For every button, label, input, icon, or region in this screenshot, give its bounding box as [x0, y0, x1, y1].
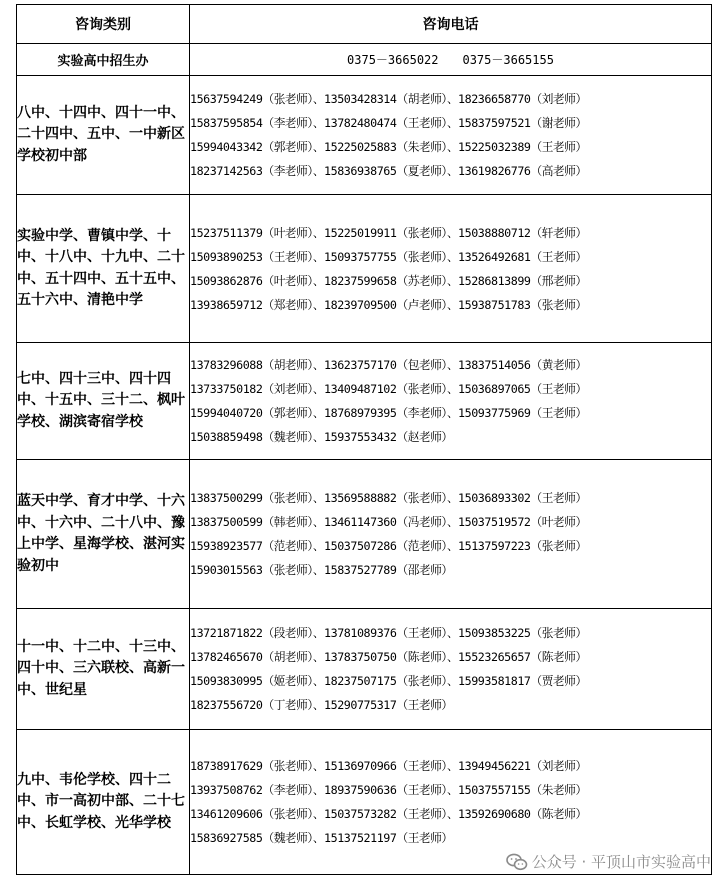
school-list: 八中、十四中、四十一中、二十四中、五中、一中新区学校初中部	[17, 76, 190, 195]
table-row	[17, 76, 712, 195]
header-row	[17, 5, 712, 44]
header-phone: 咨询电话	[190, 5, 712, 44]
wechat-watermark	[506, 851, 711, 872]
office-phones: 0375－3665022 0375－3665155	[190, 44, 712, 76]
phone-list: 18738917629（张老师）、15136970966（王老师）、13949456221（刘老师） 13937508762（李老师）、18937590636（王老师）、15037557155（朱老师） 13461209606（张老师）、15037573282（王老师）、13592690680（陈老师） 15836927585（魏老师）、15137521197（王老师）	[190, 730, 712, 875]
school-list: 实验中学、曹镇中学、十中、十八中、十九中、二十中、五十四中、五十五中、五十六中、清艳中学	[17, 195, 190, 343]
phone-list: 15637594249（张老师）、13503428314（胡老师）、18236658770（刘老师） 15837595854（李老师）、13782480474（王老师）、15837597521（谢老师） 15994043342（郭老师）、15225025883（朱老师）、15225032389（王老师） 18237142563（李老师）、15836938765（夏老师）、13619826776（高老师）	[190, 76, 712, 195]
wechat-icon	[506, 853, 528, 871]
table-row	[17, 460, 712, 609]
phone-list: 15237511379（叶老师）、15225019911（张老师）、15038880712（轩老师） 15093890253（王老师）、15093757755（张老师）、13526492681（王老师） 15093862876（叶老师）、18237599658（苏老师）、15286813899（邢老师） 13938659712（郑老师）、18239709500（卢老师）、15938751783（张老师）	[190, 195, 712, 343]
table-row	[17, 195, 712, 343]
office-row	[17, 44, 712, 76]
contact-table	[16, 4, 712, 875]
watermark-text: 公众号 · 平顶山市实验高中	[531, 853, 711, 871]
school-list: 十一中、十二中、十三中、四十中、三六联校、高新一中、世纪星	[17, 609, 190, 730]
school-list: 九中、韦伦学校、四十二中、市一高初中部、二十七中、长虹学校、光华学校	[17, 730, 190, 875]
office-name: 实验高中招生办	[17, 44, 190, 76]
phone-list: 13837500299（张老师）、13569588882（张老师）、15036893302（王老师） 13837500599（韩老师）、13461147360（冯老师）、15037519572（叶老师） 15938923577（范老师）、15037507286（范老师）、15137597223（张老师） 15903015563（张老师）、15837527789（邵老师）	[190, 460, 712, 609]
school-list: 蓝天中学、育才中学、十六中、十六中、二十八中、豫上中学、星海学校、湛河实验初中	[17, 460, 190, 609]
table-row	[17, 609, 712, 730]
header-category: 咨询类别	[17, 5, 190, 44]
phone-list: 13721871822（段老师）、13781089376（王老师）、15093853225（张老师） 13782465670（胡老师）、13783750750（陈老师）、15523265657（陈老师） 15093830995（姬老师）、18237507175（张老师）、15993581817（贾老师） 18237556720（丁老师）、15290775317（王老师）	[190, 609, 712, 730]
school-list: 七中、四十三中、四十四中、十五中、三十二、枫叶学校、湖滨寄宿学校	[17, 343, 190, 460]
table-row	[17, 343, 712, 460]
phone-list: 13783296088（胡老师）、13623757170（包老师）、13837514056（黄老师） 13733750182（刘老师）、13409487102（张老师）、15036897065（王老师） 15994040720（郭老师）、18768979395（李老师）、15093775969（王老师） 15038859498（魏老师）、15937553432（赵老师）	[190, 343, 712, 460]
